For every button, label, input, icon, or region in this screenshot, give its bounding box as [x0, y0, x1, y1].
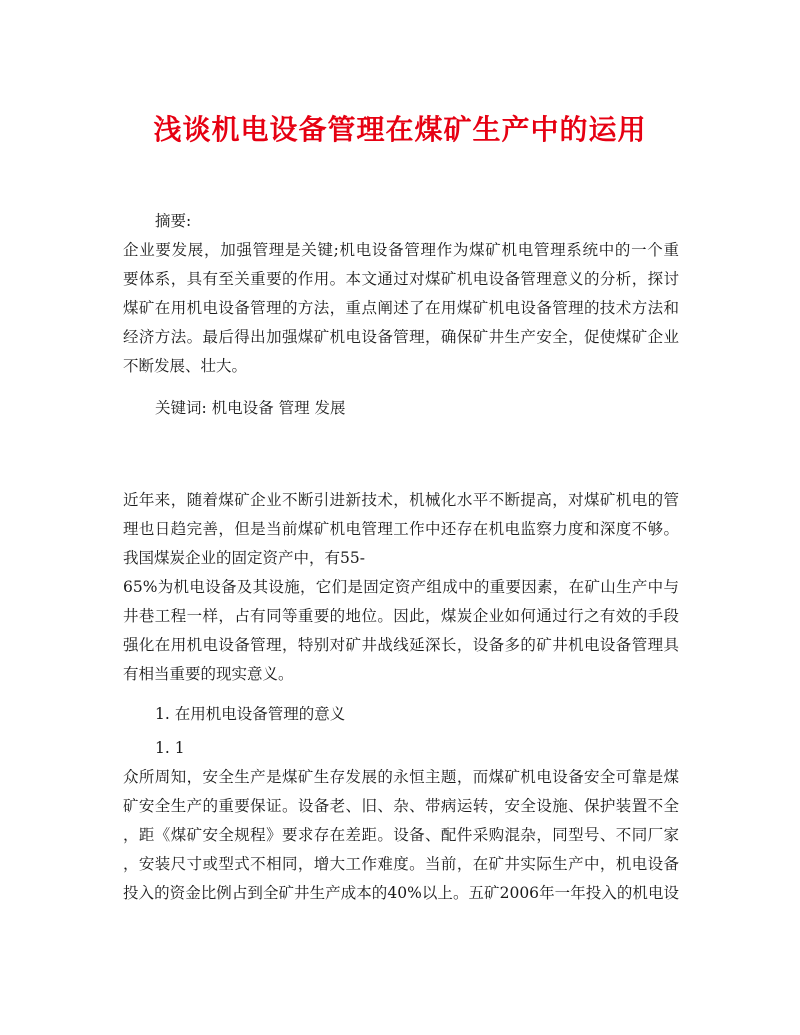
section-heading-1: 1. 在用机电设备管理的意义 [155, 705, 346, 723]
intro-line: 有相当重要的现实意义。 [123, 665, 294, 683]
abstract-line: 煤矿在用机电设备管理的方法，重点阐述了在用煤矿机电设备管理的技术方法和 [123, 299, 679, 317]
body-line: 投入的资金比例占到全矿井生产成本的40%以上。五矿2006年一年投入的机电设 [123, 884, 679, 902]
intro-line: 理也日趋完善，但是当前煤矿机电管理工作中还存在机电监察力度和深度不够。 [123, 520, 679, 538]
body-line: ，安装尺寸或型式不相同，增大工作难度。当前，在矿井实际生产中，机电设备 [123, 855, 679, 873]
body-line: ，距《煤矿安全规程》要求存在差距。设备、配件采购混杂，同型号、不同厂家 [123, 826, 679, 844]
body-line: 矿安全生产的重要保证。设备老、旧、杂、带病运转，安全设施、保护装置不全 [123, 797, 679, 815]
abstract-line: 不断发展、壮大。 [123, 357, 248, 375]
body-line: 众所周知，安全生产是煤矿生存发展的永恒主题，而煤矿机电设备安全可靠是煤 [123, 768, 679, 786]
intro-line: 井巷工程一样，占有同等重要的地位。因此，煤炭企业如何通过行之有效的手段 [123, 607, 679, 625]
intro-line: 我国煤炭企业的固定资产中，有55- [123, 549, 365, 567]
intro-line: 近年来，随着煤矿企业不断引进新技术，机械化水平不断提高，对煤矿机电的管 [123, 491, 679, 509]
abstract-label: 摘要: [155, 212, 192, 230]
intro-line: 强化在用机电设备管理，特别对矿井战线延深长，设备多的矿井机电设备管理具 [123, 636, 679, 654]
document-title: 浅谈机电设备管理在煤矿生产中的运用 [153, 113, 647, 146]
abstract-line: 要体系，具有至关重要的作用。本文通过对煤矿机电设备管理意义的分析，探讨 [123, 270, 679, 288]
keywords-line: 关键词: 机电设备 管理 发展 [155, 399, 346, 417]
intro-line: 65%为机电设备及其设施，它们是固定资产组成中的重要因素，在矿山生产中与 [123, 578, 679, 596]
section-heading-1-1: 1. 1 [155, 739, 185, 757]
abstract-line: 企业要发展，加强管理是关键;机电设备管理作为煤矿机电管理系统中的一个重 [123, 241, 679, 259]
abstract-line: 经济方法。最后得出加强煤矿机电设备管理，确保矿井生产安全，促使煤矿企业 [123, 328, 679, 346]
